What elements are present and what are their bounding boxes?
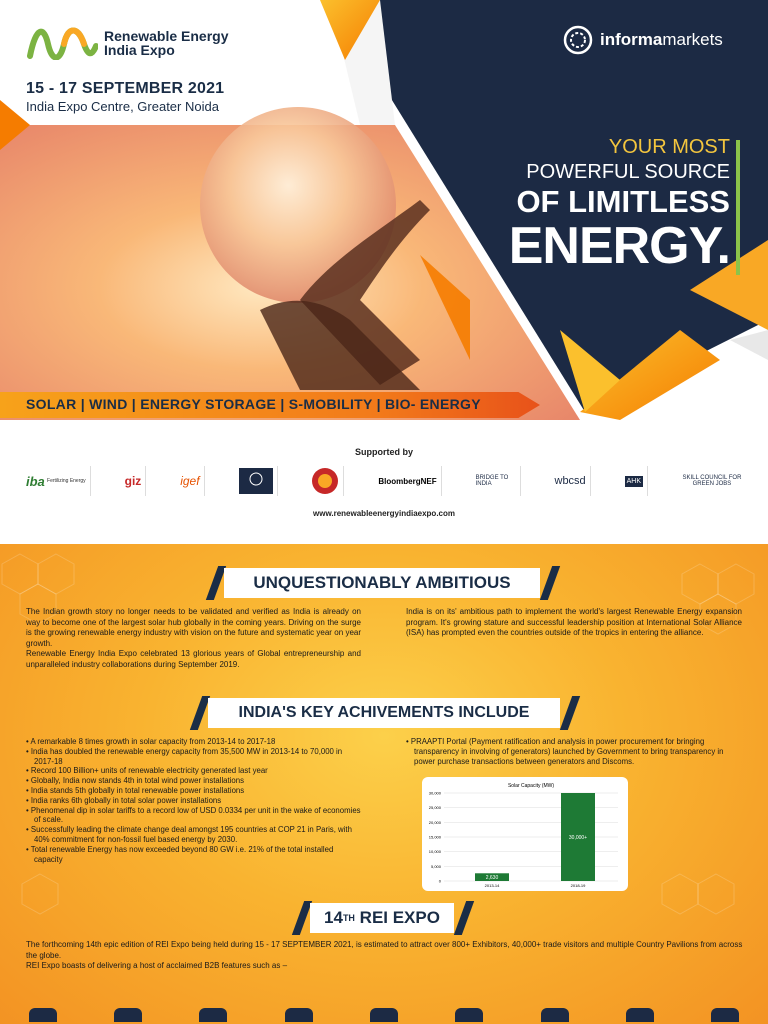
section3-title-rest: REI EXPO bbox=[354, 908, 440, 927]
section3-para1: The forthcoming 14th epic edition of REI Expo being held during 15 - 17 SEPTEMBER 2021, is estimated to attract over 800+ Exhibitors, 40,000+ trade visitors and multiple Country Pavilions from across the globe. bbox=[26, 940, 743, 960]
achievement-item: • India stands 5th globally in total renewable power installations bbox=[26, 785, 245, 795]
section1-title: UNQUESTIONABLY AMBITIOUS bbox=[224, 568, 540, 598]
supporter-seal bbox=[307, 466, 344, 496]
supported-by-label: Supported by bbox=[355, 447, 413, 457]
informa-ring-icon bbox=[562, 24, 594, 56]
logo-line2: India Expo bbox=[104, 42, 175, 58]
y-tick-label: 0 bbox=[438, 878, 441, 884]
tagline-line4: ENERGY. bbox=[508, 217, 730, 275]
seal-icon bbox=[311, 467, 339, 495]
informa-suffix: markets bbox=[662, 30, 723, 49]
section3-para2: REI Expo boasts of delivering a host of acclaimed B2B features such as – bbox=[26, 961, 288, 970]
supporter-logos bbox=[22, 464, 746, 498]
data-label: 30,000+ bbox=[568, 835, 588, 841]
rei-wave-icon bbox=[26, 26, 98, 60]
section1-left-para2: Renewable Energy India Expo celebrated 13 glorious years of Global entrepreneurship and unparalleled industry collaborations during September 2019. bbox=[26, 649, 361, 669]
pavilion-icon bbox=[541, 1008, 569, 1022]
y-tick-label: 30,000 bbox=[428, 790, 441, 796]
logo-line1: Renewable Energy bbox=[104, 28, 229, 44]
solar-capacity-chart bbox=[422, 777, 628, 891]
tagline-accent-line bbox=[736, 140, 740, 275]
gears-icon bbox=[711, 1008, 739, 1022]
section2-title: INDIA'S KEY ACHIVEMENTS INCLUDE bbox=[208, 698, 560, 728]
supporter-ahk: AHK bbox=[621, 466, 648, 496]
conference-icon bbox=[199, 1008, 227, 1022]
tagline-line1: YOUR MOST bbox=[608, 136, 730, 158]
achievement-item: • Total renewable Energy has now exceeded beyond 80 GW i.e. 21% of the total installed capacity bbox=[26, 844, 334, 864]
informa-logo bbox=[562, 24, 723, 56]
informa-brand: informa bbox=[600, 30, 663, 49]
chart-title: Solar Capacity (MW) bbox=[507, 783, 555, 789]
x-tick-label: 2018-19 bbox=[570, 883, 586, 888]
chart-svg bbox=[422, 777, 628, 891]
section1-right-text: India is on its' ambitious path to implement the world's largest Renewable Energy expansion program. It's growing stature and successful leadership position at International Solar Alliance (ISA) has prompted even the countries outside of the tropics in entering the alliance. bbox=[406, 607, 742, 637]
achievement-item: • A remarkable 8 times growth in solar capacity from 2013-14 to 2017-18 bbox=[26, 737, 276, 746]
globe-icon bbox=[29, 1008, 57, 1022]
supporter-scgj: SKILL COUNCIL FOR GREEN JOBS bbox=[682, 475, 742, 487]
section1-left-text bbox=[26, 607, 361, 670]
supporter-emblem bbox=[235, 466, 278, 496]
handshake-icon bbox=[285, 1008, 313, 1022]
trophy-icon bbox=[370, 1008, 398, 1022]
y-tick-label: 10,000 bbox=[428, 849, 441, 855]
section1-left-para1: The Indian growth story no longer needs to be validated and verified as India is already on way to become one of the largest solar hub globally in the coming years. Driving on the surge is the growing renewable energy industry with vision on the future and systematic year on year growth. bbox=[26, 607, 361, 648]
achievement-item: • Globally, India now stands 4th in total wind power installations bbox=[26, 776, 244, 786]
data-label: 2,630 bbox=[485, 875, 499, 881]
y-tick-label: 5,000 bbox=[430, 863, 441, 869]
achievement-item: • Successfully leading the climate change deal amongst 195 countries at COP 21 in Paris, with 40% commitment for non-fossil fuel based energy by 2030. bbox=[26, 825, 352, 844]
section3-text bbox=[26, 940, 746, 972]
meeting-icon bbox=[114, 1008, 142, 1022]
training-icon bbox=[455, 1008, 483, 1022]
supporter-igef: igef bbox=[176, 466, 204, 496]
event-venue: India Expo Centre, Greater Noida bbox=[26, 99, 219, 114]
section3-title-num: 14 bbox=[324, 908, 343, 927]
praapti-text bbox=[406, 737, 746, 766]
tagline-line2: POWERFUL SOURCE bbox=[526, 161, 730, 183]
feature-icons-row bbox=[0, 1008, 768, 1024]
website-link[interactable]: www.renewableenergyindiaexpo.com bbox=[313, 509, 455, 518]
y-tick-label: 15,000 bbox=[428, 834, 441, 840]
section3-title-sup: TH bbox=[342, 913, 355, 923]
achievement-item: • Phenomenal dip in solar tariffs to a record low of USD 0.0334 per unit in the wake of economies of scale. bbox=[26, 805, 361, 825]
hero-section bbox=[0, 0, 768, 420]
sector-list: SOLAR | WIND | ENERGY STORAGE | S-MOBILITY | BIO- ENERGY bbox=[26, 396, 481, 412]
achievement-item: • India ranks 6th globally in total solar power installations bbox=[26, 795, 222, 805]
supporter-bridge: BRIDGE TO INDIA bbox=[472, 466, 521, 496]
tagline-line3: OF LIMITLESS bbox=[516, 184, 730, 219]
supporter-bloomberg: BloombergNEF bbox=[374, 466, 441, 496]
emblem-icon bbox=[239, 468, 273, 494]
achievement-item: • India has doubled the renewable energy capacity from 35,500 MW in 2013-14 to 70,000 in 2017-18 bbox=[26, 746, 343, 766]
supporter-giz: giz bbox=[121, 466, 147, 496]
achievement-item: • Record 100 Billion+ units of renewable electricity generated last year bbox=[26, 766, 268, 776]
achievement-list bbox=[26, 737, 361, 864]
y-tick-label: 20,000 bbox=[428, 819, 441, 825]
praapti-item: • PRAAPTI Portal (Payment ratification and analysis in power procurement for bringing transparency in involving of generators) launched by Government to bring transparency in power purchase transactions between generators and Discoms. bbox=[406, 737, 724, 766]
supporter-iba: iba Fertilizing Energy bbox=[22, 466, 91, 496]
section3-title bbox=[310, 903, 454, 933]
rei-logo bbox=[26, 26, 229, 60]
x-tick-label: 2013-14 bbox=[484, 883, 500, 888]
event-dates: 15 - 17 SEPTEMBER 2021 bbox=[26, 80, 225, 97]
y-tick-label: 25,000 bbox=[428, 805, 441, 811]
supporter-wbcsd: wbcsd bbox=[551, 466, 591, 496]
bulb-icon bbox=[626, 1008, 654, 1022]
